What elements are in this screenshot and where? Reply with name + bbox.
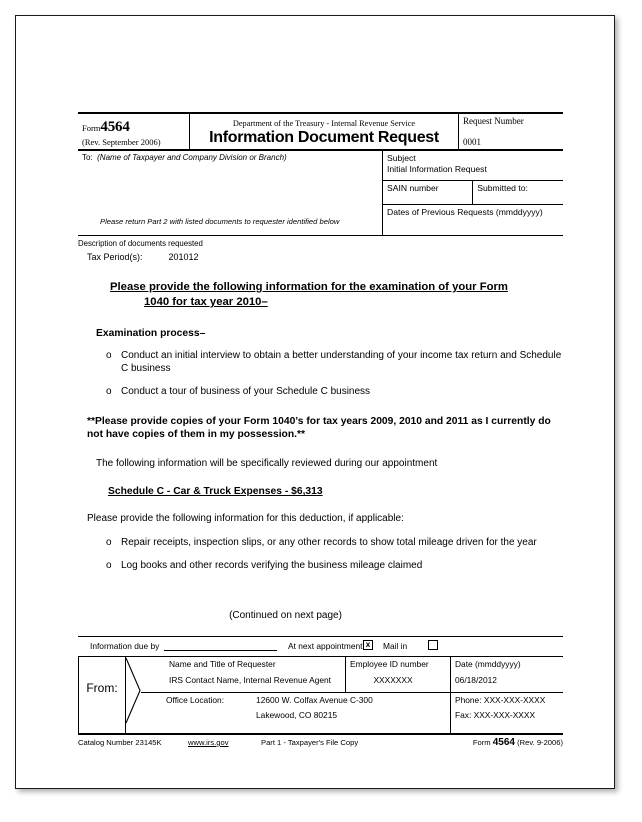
from-label: From: — [86, 681, 118, 695]
schedule-c-heading: Schedule C - Car & Truck Expenses - $6,313 — [108, 486, 323, 498]
form-body — [78, 112, 563, 621]
from-arrow-cell — [125, 657, 141, 734]
form-number-cell — [78, 113, 190, 150]
employee-id-label: Employee ID number — [350, 659, 429, 669]
list-item: o Repair receipts, inspection slips, or any other records to show total mileage driven for the year — [78, 536, 563, 549]
subject-value: Initial Information Request — [387, 163, 487, 174]
recipient-subject-table — [78, 150, 563, 236]
mail-in-checkbox[interactable] — [428, 640, 438, 650]
catalog-number: Catalog Number 23145K — [78, 738, 162, 747]
deduction-bullet-list — [78, 536, 563, 572]
requester-name-row — [79, 657, 564, 693]
form-footer — [78, 636, 563, 752]
request-number-label: Request Number — [463, 116, 524, 126]
main-heading-line2: 1040 for tax year 2010– — [144, 296, 268, 309]
main-heading — [110, 280, 563, 311]
exam-process-heading: Examination process– — [96, 327, 206, 339]
description-label: Description of documents requested — [78, 239, 203, 248]
previous-requests-cell[interactable] — [383, 205, 564, 236]
at-next-appointment-checkbox[interactable]: x — [363, 640, 373, 650]
footer-form-id — [473, 737, 563, 748]
tax-period-label: Tax Period(s): — [87, 252, 143, 262]
sain-label: SAIN number — [387, 183, 439, 193]
requester-table — [78, 657, 563, 735]
document-page — [15, 15, 615, 789]
part-copy-label: Part 1 - Taxpayer's File Copy — [261, 738, 359, 747]
date-label: Date (mmddyyyy) — [455, 659, 521, 669]
contact-cell[interactable] — [451, 693, 564, 735]
submitted-to-label: Submitted to: — [477, 183, 528, 193]
list-item: o Log books and other records verifying the business mileage claimed — [78, 559, 563, 572]
request-number-value[interactable]: 0001 — [463, 137, 481, 147]
form-title-cell — [190, 113, 459, 150]
phone-value: Phone: XXX-XXX-XXXX — [455, 695, 546, 705]
office-location-cell[interactable] — [141, 693, 451, 735]
subject-cell[interactable] — [383, 151, 564, 181]
mail-in-label: Mail in — [383, 641, 408, 651]
sain-cell[interactable] — [383, 181, 473, 205]
irs-website-link[interactable]: www.irs.gov — [188, 738, 229, 747]
form-revision: (Rev. September 2006) — [82, 136, 161, 147]
office-address-line1: 12600 W. Colfax Avenue C-300 — [256, 695, 373, 705]
form-header-table — [78, 112, 563, 150]
office-address-line2: Lakewood, CO 80215 — [256, 710, 338, 720]
from-label-cell — [79, 657, 126, 734]
chevron-right-icon — [125, 657, 141, 724]
previous-requests-label: Dates of Previous Requests (mmddyyyy) — [387, 207, 543, 217]
copies-note: **Please provide copies of your Form 1040’s for tax years 2009, 2010 and 2011 as I currently do not have copies of them in my possession.** — [87, 416, 551, 441]
footer-form-revision: (Rev. 9-2006) — [517, 738, 563, 747]
header-top-row — [78, 113, 563, 150]
continued-note: (Continued on next page) — [229, 610, 342, 622]
exam-bullet-list — [78, 349, 563, 399]
employee-id-cell[interactable] — [346, 657, 451, 693]
description-block — [78, 239, 563, 621]
requester-name-cell[interactable] — [141, 657, 346, 693]
list-item: o Conduct a tour of business of your Schedule C business — [78, 385, 563, 398]
information-due-row — [78, 637, 563, 657]
due-by-label: Information due by — [90, 641, 160, 651]
subject-label: Subject — [387, 153, 416, 163]
requester-name-value: IRS Contact Name, Internal Revenue Agent — [169, 675, 332, 685]
form-number: 4564 — [100, 119, 130, 135]
to-field-cell[interactable] — [78, 151, 383, 236]
return-note: Please return Part 2 with listed documents to requester identified below — [100, 217, 340, 226]
tax-period-value: 201012 — [168, 252, 199, 262]
office-location-label: Office Location: — [166, 695, 225, 705]
footer-form-number: 4564 — [492, 737, 515, 748]
department-line: Department of the Treasury - Internal Revenue Service — [232, 119, 416, 128]
tax-period-row — [87, 252, 563, 262]
form-label: Form — [82, 123, 101, 133]
to-hint: (Name of Taxpayer and Company Division or Branch) — [97, 153, 287, 162]
deduction-intro: Please provide the following information for this deduction, if applicable: — [87, 513, 404, 525]
submitted-to-cell[interactable] — [473, 181, 563, 205]
review-intro: The following information will be specifically reviewed during our appointment — [96, 457, 438, 469]
to-label — [82, 153, 378, 162]
due-by-input[interactable] — [164, 650, 277, 651]
form-number-line — [82, 119, 185, 136]
main-heading-line1: Please provide the following information for the examination of your Form — [110, 281, 508, 293]
employee-id-value: XXXXXXX — [373, 675, 413, 685]
fax-value: Fax: XXX-XXX-XXXX — [455, 710, 536, 720]
to-prefix: To: — [82, 153, 93, 162]
form-title: Information Document Request — [209, 129, 439, 146]
request-number-cell — [459, 113, 564, 150]
at-next-appointment-label: At next appointment — [288, 641, 363, 651]
catalog-row — [78, 736, 563, 752]
date-value: 06/18/2012 — [455, 675, 497, 685]
footer-form-label: Form — [472, 738, 491, 747]
recipient-subject-row — [78, 151, 563, 181]
office-location-row — [79, 693, 564, 735]
date-cell[interactable] — [451, 657, 564, 693]
requester-name-label: Name and Title of Requester — [169, 659, 276, 669]
list-item: o Conduct an initial interview to obtain a better understanding of your income tax return and Schedule C business — [78, 349, 563, 375]
